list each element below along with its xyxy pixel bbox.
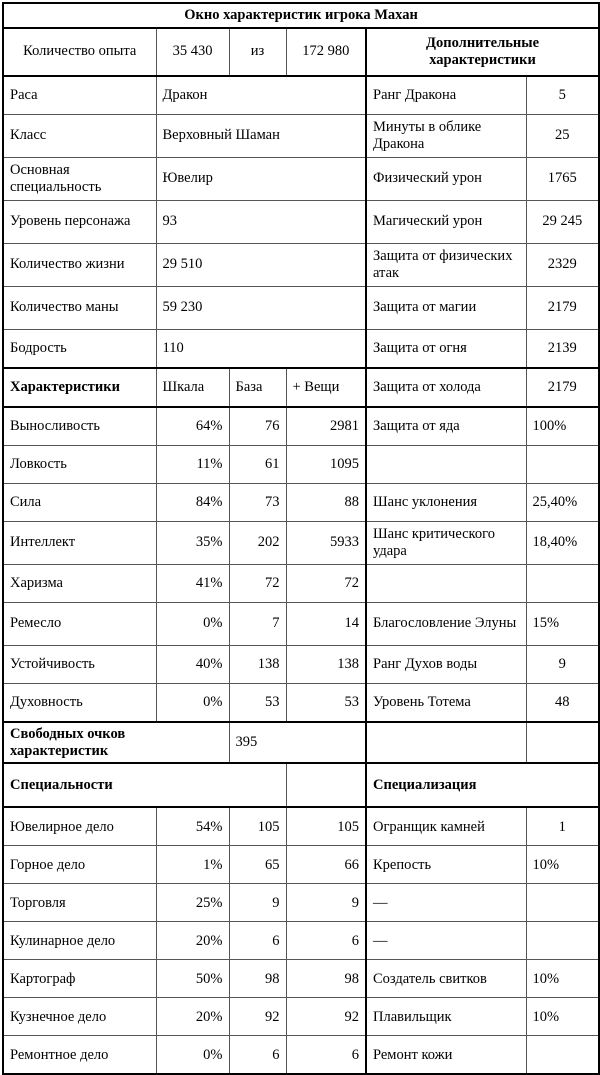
specialization-value-fortress: 10% — [526, 846, 599, 884]
section-specialties-filler — [286, 763, 366, 807]
extra-label-crit-chance: Шанс критического удара — [366, 521, 526, 564]
table-row — [3, 683, 599, 722]
specialization-value-leather-repair — [526, 1036, 599, 1075]
table-row — [3, 329, 599, 368]
section-specialties: Специальности — [3, 763, 286, 807]
extra-label-water-spirits-rank: Ранг Духов воды — [366, 645, 526, 683]
title-row — [3, 3, 599, 28]
specialization-name-gem-cutter: Огранщик камней — [366, 807, 526, 846]
experience-row — [3, 28, 599, 76]
row-label-mana: Количество маны — [3, 286, 156, 329]
specialization-value-scroll-maker: 10% — [526, 960, 599, 998]
stat-base-spirituality: 53 — [229, 683, 286, 722]
table-row — [3, 521, 599, 564]
specialty-base-cartographer: 98 — [229, 960, 286, 998]
specialty-scale-cooking: 20% — [156, 922, 229, 960]
extra-label-magic-defense: Защита от магии — [366, 286, 526, 329]
stat-base-craft: 7 — [229, 602, 286, 645]
table-row — [3, 960, 599, 998]
specialization-value-trade — [526, 884, 599, 922]
row-value-level: 93 — [156, 200, 366, 243]
stats-header-row — [3, 368, 599, 407]
extra-value-crit-chance: 18,40% — [526, 521, 599, 564]
row-label-health: Количество жизни — [3, 243, 156, 286]
table-row — [3, 645, 599, 683]
stat-scale-intellect: 35% — [156, 521, 229, 564]
stat-scale-agility: 11% — [156, 445, 229, 483]
extra-value-totem-level: 48 — [526, 683, 599, 722]
specialty-scale-blacksmithing: 20% — [156, 998, 229, 1036]
table-row — [3, 602, 599, 645]
row-value-health: 29 510 — [156, 243, 366, 286]
stat-items-agility: 1095 — [286, 445, 366, 483]
stat-scale-charisma: 41% — [156, 564, 229, 602]
extra-value-dragon-rank: 5 — [526, 76, 599, 115]
specialization-name-leather-repair: Ремонт кожи — [366, 1036, 526, 1075]
specialty-scale-mining: 1% — [156, 846, 229, 884]
row-value-race: Дракон — [156, 76, 366, 115]
table-row — [3, 445, 599, 483]
extra-value-empty-1 — [526, 445, 599, 483]
stats-header-base: База — [229, 368, 286, 407]
extra-label-dragon-minutes: Минуты в облике Дракона — [366, 114, 526, 157]
specialty-scale-repair: 0% — [156, 1036, 229, 1075]
stat-base-charisma: 72 — [229, 564, 286, 602]
free-points-label: Свободных очков характеристик — [3, 722, 229, 764]
table-row — [3, 286, 599, 329]
specialty-items-mining: 66 — [286, 846, 366, 884]
stat-base-strength: 73 — [229, 483, 286, 521]
stat-name-strength: Сила — [3, 483, 156, 521]
free-points-row — [3, 722, 599, 764]
stat-items-resistance: 138 — [286, 645, 366, 683]
stat-name-charisma: Харизма — [3, 564, 156, 602]
free-points-value: 395 — [229, 722, 366, 764]
extra-label-elune-blessing: Благословление Элуны — [366, 602, 526, 645]
table-row — [3, 922, 599, 960]
row-label-class: Класс — [3, 114, 156, 157]
table-row — [3, 114, 599, 157]
extra-value-physical-damage: 1765 — [526, 157, 599, 200]
table-row — [3, 200, 599, 243]
extra-label-fire-defense: Защита от огня — [366, 329, 526, 368]
experience-max: 172 980 — [286, 28, 366, 76]
specialization-name-smelter: Плавильщик — [366, 998, 526, 1036]
specialization-name-scroll-maker: Создатель свитков — [366, 960, 526, 998]
specialty-items-cooking: 6 — [286, 922, 366, 960]
stats-header-name: Характеристики — [3, 368, 156, 407]
stat-base-agility: 61 — [229, 445, 286, 483]
specialty-base-blacksmithing: 92 — [229, 998, 286, 1036]
extra-value-water-spirits-rank: 9 — [526, 645, 599, 683]
extra-label-dragon-rank: Ранг Дракона — [366, 76, 526, 115]
table-row — [3, 483, 599, 521]
free-points-filler-right — [526, 722, 599, 764]
specialty-name-blacksmithing: Кузнечное дело — [3, 998, 156, 1036]
specialization-value-smelter: 10% — [526, 998, 599, 1036]
specialty-items-cartographer: 98 — [286, 960, 366, 998]
row-label-level: Уровень персонажа — [3, 200, 156, 243]
extra-label-empty-2 — [366, 564, 526, 602]
specialty-name-repair: Ремонтное дело — [3, 1036, 156, 1075]
specialty-scale-trade: 25% — [156, 884, 229, 922]
extra-label-physical-defense: Защита от физических атак — [366, 243, 526, 286]
specialty-base-mining: 65 — [229, 846, 286, 884]
specialty-base-trade: 9 — [229, 884, 286, 922]
specialty-scale-cartographer: 50% — [156, 960, 229, 998]
stat-base-endurance: 76 — [229, 407, 286, 446]
extra-value-poison-defense: 100% — [526, 407, 599, 446]
specialization-value-gem-cutter: 1 — [526, 807, 599, 846]
row-label-main-specialty: Основная специальность — [3, 157, 156, 200]
stat-base-intellect: 202 — [229, 521, 286, 564]
section-specialization: Специализация — [366, 763, 599, 807]
table-row — [3, 243, 599, 286]
specialty-base-repair: 6 — [229, 1036, 286, 1075]
extra-value-empty-2 — [526, 564, 599, 602]
table-row — [3, 884, 599, 922]
specialty-items-blacksmithing: 92 — [286, 998, 366, 1036]
experience-separator: из — [229, 28, 286, 76]
row-value-class: Верховный Шаман — [156, 114, 366, 157]
extra-label-empty-1 — [366, 445, 526, 483]
stat-items-spirituality: 53 — [286, 683, 366, 722]
table-row — [3, 407, 599, 446]
extra-value-magic-damage: 29 245 — [526, 200, 599, 243]
stat-items-craft: 14 — [286, 602, 366, 645]
row-value-mana: 59 230 — [156, 286, 366, 329]
experience-current: 35 430 — [156, 28, 229, 76]
extra-label-cold-defense: Защита от холода — [366, 368, 526, 407]
table-row — [3, 846, 599, 884]
extra-value-magic-defense: 2179 — [526, 286, 599, 329]
stats-header-items: + Вещи — [286, 368, 366, 407]
table-row — [3, 157, 599, 200]
specialty-name-cartographer: Картограф — [3, 960, 156, 998]
specialty-name-mining: Горное дело — [3, 846, 156, 884]
stat-items-charisma: 72 — [286, 564, 366, 602]
free-points-filler-left — [366, 722, 526, 764]
section-header-row — [3, 763, 599, 807]
stat-name-endurance: Выносливость — [3, 407, 156, 446]
extra-value-cold-defense: 2179 — [526, 368, 599, 407]
stat-name-agility: Ловкость — [3, 445, 156, 483]
extra-label-totem-level: Уровень Тотема — [366, 683, 526, 722]
extra-value-elune-blessing: 15% — [526, 602, 599, 645]
stat-name-intellect: Интеллект — [3, 521, 156, 564]
specialization-name-trade: — — [366, 884, 526, 922]
specialty-items-trade: 9 — [286, 884, 366, 922]
extra-label-dodge-chance: Шанс уклонения — [366, 483, 526, 521]
specialty-items-jewelry: 105 — [286, 807, 366, 846]
extra-value-dodge-chance: 25,40% — [526, 483, 599, 521]
specialization-value-cooking — [526, 922, 599, 960]
table-row — [3, 564, 599, 602]
extra-value-fire-defense: 2139 — [526, 329, 599, 368]
specialty-base-jewelry: 105 — [229, 807, 286, 846]
extra-stats-header: Дополнительные характеристики — [366, 28, 599, 76]
stat-name-spirituality: Духовность — [3, 683, 156, 722]
row-value-main-specialty: Ювелир — [156, 157, 366, 200]
extra-value-physical-defense: 2329 — [526, 243, 599, 286]
stats-table — [2, 2, 600, 1075]
stat-base-resistance: 138 — [229, 645, 286, 683]
specialty-name-jewelry: Ювелирное дело — [3, 807, 156, 846]
experience-label: Количество опыта — [3, 28, 156, 76]
stat-name-resistance: Устойчивость — [3, 645, 156, 683]
table-row — [3, 1036, 599, 1075]
stat-scale-craft: 0% — [156, 602, 229, 645]
table-row — [3, 807, 599, 846]
extra-label-physical-damage: Физический урон — [366, 157, 526, 200]
table-row — [3, 998, 599, 1036]
stats-header-scale: Шкала — [156, 368, 229, 407]
row-label-race: Раса — [3, 76, 156, 115]
specialization-name-fortress: Крепость — [366, 846, 526, 884]
extra-label-poison-defense: Защита от яда — [366, 407, 526, 446]
extra-value-dragon-minutes: 25 — [526, 114, 599, 157]
specialty-scale-jewelry: 54% — [156, 807, 229, 846]
specialization-name-cooking: — — [366, 922, 526, 960]
stat-scale-strength: 84% — [156, 483, 229, 521]
stat-items-endurance: 2981 — [286, 407, 366, 446]
extra-label-magic-damage: Магический урон — [366, 200, 526, 243]
stat-items-strength: 88 — [286, 483, 366, 521]
specialty-name-trade: Торговля — [3, 884, 156, 922]
specialty-base-cooking: 6 — [229, 922, 286, 960]
row-label-vigor: Бодрость — [3, 329, 156, 368]
stat-name-craft: Ремесло — [3, 602, 156, 645]
specialty-name-cooking: Кулинарное дело — [3, 922, 156, 960]
stat-scale-resistance: 40% — [156, 645, 229, 683]
specialty-items-repair: 6 — [286, 1036, 366, 1075]
stat-items-intellect: 5933 — [286, 521, 366, 564]
row-value-vigor: 110 — [156, 329, 366, 368]
stat-scale-endurance: 64% — [156, 407, 229, 446]
table-row — [3, 76, 599, 115]
stat-scale-spirituality: 0% — [156, 683, 229, 722]
page-title: Окно характеристик игрока Махан — [3, 3, 599, 28]
